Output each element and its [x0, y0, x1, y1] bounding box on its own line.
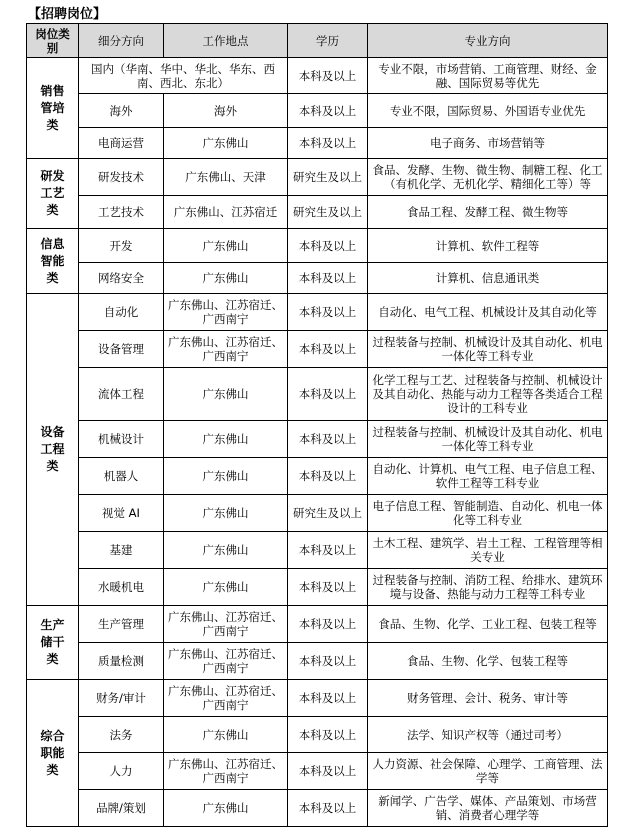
header-major: 专业方向: [368, 24, 608, 58]
direction-cell: 质量检测: [79, 643, 164, 680]
major-cell: 土木工程、建筑学、岩土工程、工程管理等相关专业: [368, 532, 608, 569]
location-cell: 广东佛山: [164, 458, 288, 495]
category-cell: 生产储干类: [27, 606, 79, 680]
education-cell: 本科及以上: [288, 58, 368, 94]
table-row: [27, 94, 608, 128]
table-header-row: [27, 24, 608, 58]
header-location: 工作地点: [164, 24, 288, 58]
location-cell: 广东佛山: [164, 229, 288, 263]
direction-cell: 国内（华南、华中、华北、华东、西南、西北、东北）: [79, 58, 288, 94]
education-cell: 本科及以上: [288, 532, 368, 569]
education-cell: 本科及以上: [288, 294, 368, 331]
table-row: [27, 128, 608, 159]
major-cell: 人力资源、社会保障、心理学、工商管理、法学等: [368, 753, 608, 790]
location-cell: 广东佛山: [164, 790, 288, 827]
direction-cell: 流体工程: [79, 368, 164, 421]
location-cell: 广东佛山: [164, 569, 288, 606]
major-cell: 食品、发酵、生物、微生物、制糖工程、化工（有机化学、无机化学、精细化工等）等: [368, 159, 608, 196]
education-cell: 本科及以上: [288, 128, 368, 159]
section-title: 【招聘岗位】: [28, 7, 107, 22]
table-row: [27, 196, 608, 229]
education-cell: 本科及以上: [288, 421, 368, 458]
education-cell: 本科及以上: [288, 680, 368, 717]
education-cell: 本科及以上: [288, 331, 368, 368]
table-row: [27, 229, 608, 263]
table-row: [27, 159, 608, 196]
direction-cell: 电商运营: [79, 128, 164, 159]
education-cell: 本科及以上: [288, 263, 368, 294]
education-cell: 研究生及以上: [288, 159, 368, 196]
table-row: [27, 331, 608, 368]
direction-cell: 机器人: [79, 458, 164, 495]
direction-cell: 法务: [79, 717, 164, 753]
direction-cell: 网络安全: [79, 263, 164, 294]
table-row: [27, 294, 608, 331]
table-row: [27, 495, 608, 532]
table-row: [27, 458, 608, 495]
major-cell: 食品、生物、化学、包装工程等: [368, 643, 608, 680]
education-cell: 本科及以上: [288, 790, 368, 827]
education-cell: 本科及以上: [288, 569, 368, 606]
location-cell: 广东佛山、江苏宿迁、广西南宁: [164, 753, 288, 790]
major-cell: 食品、生物、化学、工业工程、包装工程等: [368, 606, 608, 643]
location-cell: 广东佛山: [164, 128, 288, 159]
location-cell: 广东佛山、天津: [164, 159, 288, 196]
major-cell: 电子商务、市场营销等: [368, 128, 608, 159]
header-education: 学历: [288, 24, 368, 58]
major-cell: 自动化、电气工程、机械设计及其自动化等: [368, 294, 608, 331]
category-cell: 研发工艺类: [27, 159, 79, 229]
category-cell: 销售管培类: [27, 58, 79, 159]
direction-cell: 基建: [79, 532, 164, 569]
direction-cell: 品牌/策划: [79, 790, 164, 827]
major-cell: 过程装备与控制、消防工程、给排水、建筑环境与设备、热能与动力工程等工科专业: [368, 569, 608, 606]
direction-cell: 视觉 AI: [79, 495, 164, 532]
table-body: [27, 58, 608, 827]
direction-cell: 工艺技术: [79, 196, 164, 229]
major-cell: 专业不限，国际贸易、外国语专业优先: [368, 94, 608, 128]
education-cell: 研究生及以上: [288, 196, 368, 229]
education-cell: 本科及以上: [288, 643, 368, 680]
location-cell: 广东佛山、江苏宿迁、广西南宁: [164, 606, 288, 643]
major-cell: 过程装备与控制、机械设计及其自动化、机电一体化等工科专业: [368, 331, 608, 368]
education-cell: 本科及以上: [288, 717, 368, 753]
location-cell: 广东佛山: [164, 368, 288, 421]
location-cell: 广东佛山: [164, 263, 288, 294]
direction-cell: 水暖机电: [79, 569, 164, 606]
location-cell: 广东佛山、江苏宿迁、广西南宁: [164, 294, 288, 331]
table-row: [27, 680, 608, 717]
location-cell: 海外: [164, 94, 288, 128]
location-cell: 广东佛山、江苏宿迁、广西南宁: [164, 331, 288, 368]
header-direction: 细分方向: [79, 24, 164, 58]
education-cell: 本科及以上: [288, 94, 368, 128]
table-row: [27, 606, 608, 643]
table-row: [27, 643, 608, 680]
direction-cell: 机械设计: [79, 421, 164, 458]
category-cell: 综合职能类: [27, 680, 79, 827]
major-cell: 计算机、信息通讯类: [368, 263, 608, 294]
location-cell: 广东佛山: [164, 532, 288, 569]
major-cell: 食品工程、发酵工程、微生物等: [368, 196, 608, 229]
major-cell: 过程装备与控制、机械设计及其自动化、机电一体化等工科专业: [368, 421, 608, 458]
table-row: [27, 569, 608, 606]
location-cell: 广东佛山: [164, 495, 288, 532]
location-cell: 广东佛山: [164, 717, 288, 753]
category-cell: 设备工程类: [27, 294, 79, 606]
table-row: [27, 263, 608, 294]
table-row: [27, 58, 608, 94]
education-cell: 研究生及以上: [288, 495, 368, 532]
direction-cell: 开发: [79, 229, 164, 263]
recruitment-table: [26, 23, 608, 827]
category-cell: 信息智能类: [27, 229, 79, 294]
table-row: [27, 717, 608, 753]
location-cell: 广东佛山、江苏宿迁、广西南宁: [164, 680, 288, 717]
major-cell: 专业不限，市场营销、工商管理、财经、金融、国际贸易等优先: [368, 58, 608, 94]
education-cell: 本科及以上: [288, 753, 368, 790]
education-cell: 本科及以上: [288, 606, 368, 643]
major-cell: 新闻学、广告学、媒体、产品策划、市场营销、消费者心理学等: [368, 790, 608, 827]
education-cell: 本科及以上: [288, 368, 368, 421]
table-row: [27, 532, 608, 569]
table-row: [27, 368, 608, 421]
major-cell: 化学工程与工艺、过程装备与控制、机械设计及其自动化、热能与动力工程等各类适合工程设计的工科专业: [368, 368, 608, 421]
direction-cell: 自动化: [79, 294, 164, 331]
location-cell: 广东佛山: [164, 421, 288, 458]
table-row: [27, 421, 608, 458]
education-cell: 本科及以上: [288, 458, 368, 495]
major-cell: 计算机、软件工程等: [368, 229, 608, 263]
direction-cell: 研发技术: [79, 159, 164, 196]
major-cell: 财务管理、会计、税务、审计等: [368, 680, 608, 717]
direction-cell: 设备管理: [79, 331, 164, 368]
direction-cell: 海外: [79, 94, 164, 128]
major-cell: 自动化、计算机、电气工程、电子信息工程、软件工程等工科专业: [368, 458, 608, 495]
major-cell: 电子信息工程、智能制造、自动化、机电一体化等工科专业: [368, 495, 608, 532]
education-cell: 本科及以上: [288, 229, 368, 263]
major-cell: 法学、知识产权等（通过司考）: [368, 717, 608, 753]
direction-cell: 人力: [79, 753, 164, 790]
header-category: 岗位类别: [27, 24, 79, 58]
location-cell: 广东佛山、江苏宿迁、广西南宁: [164, 643, 288, 680]
location-cell: 广东佛山、江苏宿迁: [164, 196, 288, 229]
direction-cell: 财务/审计: [79, 680, 164, 717]
table-row: [27, 753, 608, 790]
direction-cell: 生产管理: [79, 606, 164, 643]
table-row: [27, 790, 608, 827]
